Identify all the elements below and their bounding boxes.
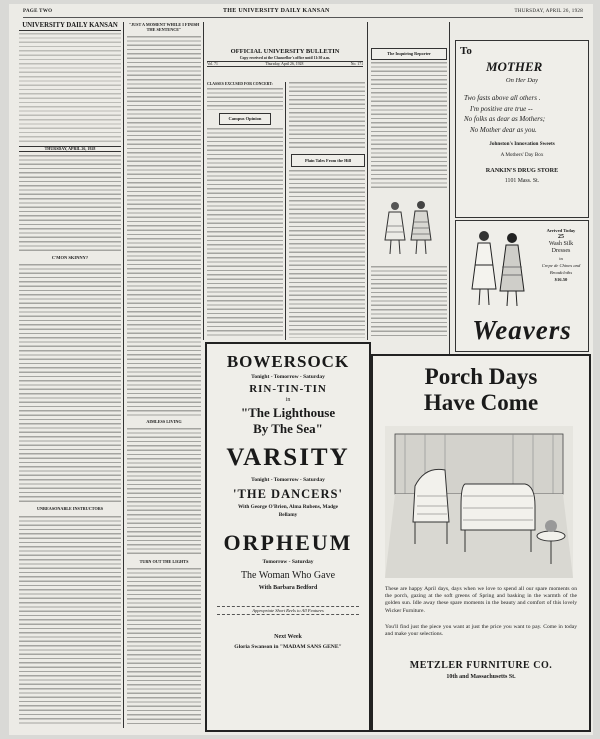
silk-price: $16.50 xyxy=(554,277,568,282)
poem-line: I'm positive are true -- xyxy=(470,104,533,113)
rankin-store: RANKIN'S DRUG STORE xyxy=(485,167,559,174)
silk-line: 25 xyxy=(558,234,564,240)
orpheum-title: ORPHEUM xyxy=(223,530,353,555)
poem-line: Two fasts above all others . xyxy=(464,94,541,102)
silk-line: in xyxy=(559,256,563,261)
column-text xyxy=(127,568,201,726)
bulletin-title: OFFICIAL UNIVERSITY BULLETIN xyxy=(230,48,340,55)
column-subhead: AIMLESS LIVING xyxy=(146,420,182,424)
column-subhead: TURN OUT THE LIGHTS xyxy=(139,560,189,564)
silk-line: Broadcloths xyxy=(549,270,573,275)
porch-body: These are happy April days, days when we love to spend all our spare moments on the porch, gazing at the soft greens of Spring and basking in the warmth of the golden sun. Idle away these spare moments in the beauty and comfort of this lovely Wicker Furniture. xyxy=(385,586,577,614)
masthead-date: THURSDAY, APRIL 26, 1928 xyxy=(19,146,121,152)
dress-illustration xyxy=(462,227,534,309)
column-two xyxy=(127,22,201,728)
bowersock-schedule: Tonight - Tomorrow - Saturday xyxy=(251,374,325,380)
column-text xyxy=(127,428,201,556)
varsity-title: VARSITY xyxy=(226,444,350,471)
varsity-schedule: Tonight - Tomorrow - Saturday xyxy=(251,477,325,483)
mother-sub: On Her Day xyxy=(505,77,539,84)
masthead-staff xyxy=(19,33,121,143)
porch-body-2: You'll find just the piece you want at just the price you want to pay. Come in today and make your selections. xyxy=(385,624,577,638)
bowersock-in: in xyxy=(285,397,291,403)
varsity-cast-1: With George O'Brien, Alma Rubens, Madge xyxy=(237,504,339,510)
plain-tales-text xyxy=(289,170,365,338)
editorial-heading: UNREASONABLE INSTRUCTORS xyxy=(36,507,104,511)
column-text xyxy=(289,82,365,150)
next-week-film: Gloria Swanson in "MADAM SANS GENE" xyxy=(234,644,342,650)
orpheum-cast: With Barbara Bedford xyxy=(258,585,318,591)
campus-opinion-text xyxy=(207,128,283,338)
inquiring-column xyxy=(371,48,447,338)
editorial-text xyxy=(19,516,121,726)
fashion-illustration xyxy=(375,196,443,260)
inquiring-text xyxy=(371,266,447,338)
orpheum-film: The Woman Who Gave xyxy=(240,570,336,581)
weavers-ad xyxy=(455,220,589,352)
header-date: THURSDAY, APRIL 26, 1928 xyxy=(514,9,583,14)
campus-opinion-box: Campus Opinion xyxy=(219,113,271,125)
mother-line2: A Mothers' Day Box xyxy=(500,152,544,158)
theater-ad xyxy=(205,342,371,732)
metzler-store: METZLER FURNITURE CO. xyxy=(409,660,553,671)
plain-tales-box: Plain Tales From the Hill xyxy=(291,154,365,167)
poem-line: No Mother dear as you. xyxy=(470,125,537,134)
editorial-column xyxy=(19,22,121,728)
mother-line1: Johnston's Innovation Sweets xyxy=(489,141,555,147)
editorial-text xyxy=(19,155,121,253)
mother-poem xyxy=(464,93,584,135)
inquiring-text xyxy=(371,62,447,190)
bulletin-sub: Copy received at the Chancellor's office until 11:30 a.m. xyxy=(239,56,331,60)
porch-heading-2: Have Come xyxy=(423,390,539,415)
silk-line: Crepe de Chines and xyxy=(541,263,581,268)
poem-line: No folks as dear as Mothers; xyxy=(464,115,546,123)
weavers-logo: Weavers xyxy=(472,315,572,345)
bulletin-vol: Vol. 71 xyxy=(207,62,218,67)
porch-heading-1: Porch Days xyxy=(424,364,538,389)
varsity-film: 'THE DANCERS' xyxy=(233,487,343,501)
bulletin-item: CLASSES EXCUSED FOR CONCERT: xyxy=(207,82,273,86)
running-head xyxy=(23,7,583,18)
metzler-address: 10th and Massachusetts St. xyxy=(446,674,516,680)
inquiring-box: The Inquiring Reporter xyxy=(371,48,447,60)
newspaper-page xyxy=(9,4,593,735)
varsity-cast-2: Bellamy xyxy=(278,512,298,518)
column-text xyxy=(127,36,201,416)
bowersock-star: RIN-TIN-TIN xyxy=(249,383,327,395)
bowersock-film-2: By The Sea" xyxy=(253,421,323,436)
next-week-label: Next Week xyxy=(274,634,302,640)
silk-line: Arrived Today xyxy=(546,228,576,233)
silk-line: Wash Silk xyxy=(548,241,574,247)
mother-name: MOTHER xyxy=(486,59,543,74)
column-three xyxy=(207,82,283,338)
editorial-text xyxy=(19,264,121,502)
paper-name: THE UNIVERSITY DAILY KANSAN xyxy=(223,8,330,14)
bowersock-film-1: "The Lighthouse xyxy=(240,405,336,420)
column-four xyxy=(289,82,365,338)
silk-ad-text xyxy=(538,227,584,283)
silk-line: Dresses xyxy=(551,248,571,254)
bulletin-date: Thursday, April 26, 1928 xyxy=(265,62,304,67)
page-label: PAGE TWO xyxy=(23,9,53,14)
wicker-furniture-illustration xyxy=(385,426,573,578)
bowersock-title: BOWERSOCK xyxy=(226,352,350,371)
rankin-address: 1101 Mass. St. xyxy=(504,178,540,184)
porch-ad xyxy=(371,354,591,732)
column-heading: "JUST A MOMENT WHILE I FINISH THE SENTENCE" xyxy=(128,22,200,32)
mother-ad xyxy=(455,40,589,218)
mother-to: To xyxy=(460,45,472,57)
editorial-heading: C'MON SKINNY? xyxy=(51,256,89,260)
masthead-title: UNIVERSITY DAILY KANSAN xyxy=(19,22,121,31)
bulletin-no: No. 171 xyxy=(350,62,363,67)
shorts-note: Appropriate Short Reels to All Features xyxy=(217,606,359,615)
bulletin-text xyxy=(207,88,283,110)
orpheum-schedule: Tomorrow - Saturday xyxy=(262,559,314,565)
